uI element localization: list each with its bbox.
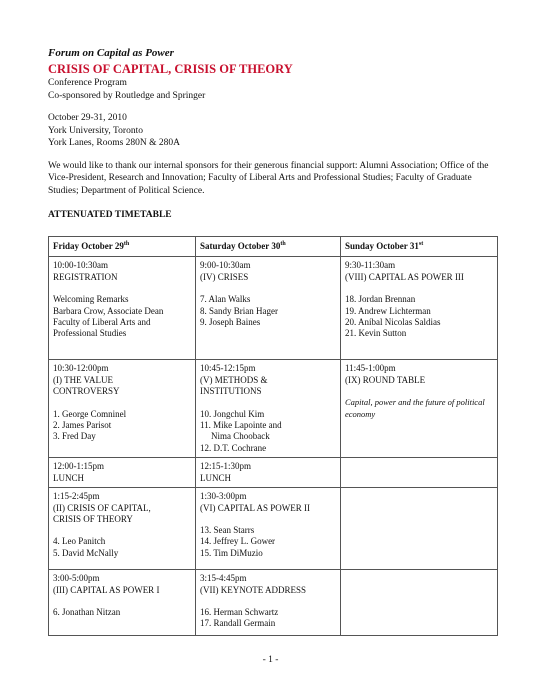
session-cell: [49, 488, 196, 570]
timetable: [48, 236, 498, 636]
session-time: 12:00-1:15pm: [53, 461, 104, 472]
session-cell: [196, 488, 341, 570]
document-header: [48, 46, 497, 221]
session-title: (IX) ROUND TABLE: [345, 374, 426, 385]
sponsors-paragraph: We would like to thank our internal sponsors for their generous financial support: Alumni Association; Office of the Vice-President, Research and Innovation; Faculty of Liberal Arts and Professional Studies; Faculty of Graduate Studies; Department of Political Science.: [48, 160, 489, 196]
column-header-saturday: Saturday October 30th: [196, 237, 341, 257]
session-line: Welcoming Remarks: [53, 294, 129, 305]
table-row: [49, 570, 498, 636]
session-cell: [196, 570, 341, 636]
speaker: 2. James Parisot: [53, 420, 112, 431]
session-time: 10:00-10:30am: [53, 260, 108, 271]
session-time: 9:00-10:30am: [200, 260, 251, 271]
session-cell: [196, 458, 341, 488]
speaker: 1. George Comninel: [53, 408, 127, 419]
session-title: (IV) CRISES: [200, 271, 249, 282]
session-title: (VII) KEYNOTE ADDRESS: [200, 584, 306, 595]
table-row: [49, 257, 498, 360]
empty-cell: [341, 488, 498, 570]
table-row: [49, 488, 498, 570]
session-cell: [49, 570, 196, 636]
session-time: 3:15-4:45pm: [200, 573, 247, 584]
venue-rooms: York Lanes, Rooms 280N & 280A: [48, 138, 181, 148]
speaker: 9. Joseph Baines: [200, 317, 261, 328]
session-cell: [196, 360, 341, 458]
speaker: 10. Jongchul Kim: [200, 408, 265, 419]
round-table-topic: Capital, power and the future of political economy: [345, 397, 485, 419]
timetable-header-row: [49, 237, 498, 257]
speaker: 6. Jonathan Nitzan: [53, 607, 121, 618]
session-title: CRISIS OF THEORY: [53, 514, 133, 525]
conference-title: CRISIS OF CAPITAL, CRISIS OF THEORY: [48, 62, 293, 76]
session-title: LUNCH: [200, 472, 231, 483]
speaker: 20. Aníbal Nicolas Saldias: [345, 317, 441, 328]
session-time: 12:15-1:30pm: [200, 461, 251, 472]
session-time: 3:00-5:00pm: [53, 573, 100, 584]
session-line: Professional Studies: [53, 328, 127, 339]
empty-cell: [341, 458, 498, 488]
conference-dates: October 29-31, 2010: [48, 113, 127, 123]
speaker: 19. Andrew Lichterman: [345, 305, 431, 316]
speaker: 8. Sandy Brian Hager: [200, 305, 278, 316]
empty-cell: [341, 570, 498, 636]
cosponsor-line: Co-sponsored by Routledge and Springer: [48, 90, 206, 101]
session-time: 11:45-1:00pm: [345, 363, 396, 374]
speaker: 11. Mike Lapointe and: [200, 420, 282, 431]
session-title: REGISTRATION: [53, 271, 118, 282]
session-title: (II) CRISIS OF CAPITAL,: [53, 502, 151, 513]
speaker: 21. Kevin Sutton: [345, 328, 407, 339]
speaker: 13. Sean Starrs: [200, 525, 255, 536]
session-cell: [341, 360, 498, 458]
section-title: ATTENUATED TIMETABLE: [48, 210, 172, 220]
session-title: CONTROVERSY: [53, 386, 120, 397]
session-cell: [196, 257, 341, 360]
speaker: 4. Leo Panitch: [53, 536, 106, 547]
speaker: 5. David McNally: [53, 547, 119, 558]
speaker: 16. Herman Schwartz: [200, 607, 279, 618]
speaker: 3. Fred Day: [53, 431, 96, 442]
speaker: 7. Alan Walks: [200, 294, 251, 305]
session-time: 9:30-11:30am: [345, 260, 396, 271]
speaker: 15. Tim DiMuzio: [200, 547, 263, 558]
column-header-sunday: Sunday October 31st: [341, 237, 498, 257]
session-title: (I) THE VALUE: [53, 374, 113, 385]
session-title: (VIII) CAPITAL AS POWER III: [345, 271, 464, 282]
program-label: Conference Program: [48, 78, 127, 88]
table-row: [49, 360, 498, 458]
session-title: LUNCH: [53, 472, 84, 483]
session-cell: [49, 257, 196, 360]
speaker: Nima Chooback: [211, 431, 270, 442]
session-title: (VI) CAPITAL AS POWER II: [200, 502, 310, 513]
session-title: (V) METHODS &: [200, 374, 268, 385]
session-time: 1:30-3:00pm: [200, 491, 247, 502]
table-row: [49, 458, 498, 488]
venue-university: York University, Toronto: [48, 125, 143, 136]
session-time: 10:45-12:15pm: [200, 363, 256, 374]
session-cell: [49, 360, 196, 458]
session-title: (III) CAPITAL AS POWER I: [53, 584, 160, 595]
column-header-friday: Friday October 29th: [49, 237, 196, 257]
session-cell: [341, 257, 498, 360]
session-line: Barbara Crow, Associate Dean: [53, 305, 164, 316]
speaker: 18. Jordan Brennan: [345, 294, 416, 305]
session-time: 1:15-2:45pm: [53, 491, 100, 502]
session-time: 10:30-12:00pm: [53, 363, 109, 374]
page-number: - 1 -: [262, 655, 279, 665]
speaker: 14. Jeffrey L. Gower: [200, 536, 276, 547]
forum-name: Forum on Capital as Power: [48, 47, 174, 59]
speaker: 12. D.T. Cochrane: [200, 442, 267, 453]
session-cell: [49, 458, 196, 488]
session-title: INSTITUTIONS: [200, 386, 262, 397]
speaker: 17. Randall Germain: [200, 618, 276, 629]
session-line: Faculty of Liberal Arts and: [53, 317, 151, 328]
